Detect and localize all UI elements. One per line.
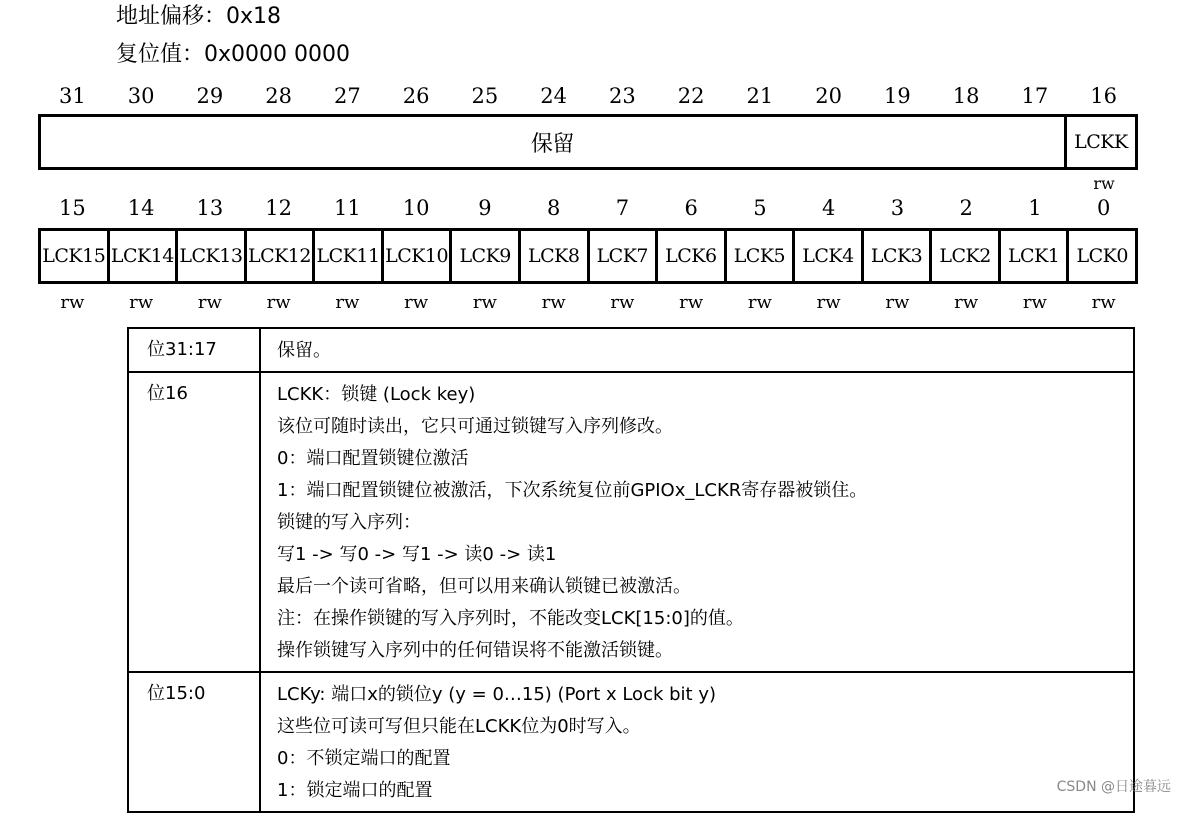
- table-row: [128, 672, 1134, 812]
- bit-description: [260, 372, 1134, 672]
- lck6-field: LCK6: [655, 231, 724, 281]
- bit-number: 24: [540, 84, 567, 108]
- access-type: rw: [885, 292, 910, 313]
- access-type: rw: [335, 292, 360, 313]
- lck4-field: LCK4: [792, 231, 861, 281]
- description-line: 最后一个读可省略，但可以用来确认锁键已被激活。: [277, 576, 691, 597]
- bit-description: [260, 672, 1134, 812]
- lck9-field: LCK9: [449, 231, 518, 281]
- description-line: LCKy: 端口x的锁位y (y = 0…15) (Port x Lock bit y): [277, 684, 716, 705]
- bit-range: 位15:0: [128, 672, 260, 812]
- bit-number: 6: [684, 196, 698, 220]
- access-type: rw: [679, 292, 704, 313]
- bit-number: 18: [952, 84, 980, 108]
- bit-number: 2: [959, 196, 973, 220]
- bit-number: 16: [1090, 84, 1117, 108]
- address-offset: 地址偏移：0x18: [116, 4, 282, 29]
- bit-number: 14: [127, 196, 155, 220]
- lck5-field: LCK5: [724, 231, 793, 281]
- access-type: rw: [541, 292, 566, 313]
- access-type: rw: [197, 292, 222, 313]
- bit-number: 7: [615, 196, 630, 220]
- lck3-field: LCK3: [861, 231, 930, 281]
- bit-number: 1: [1028, 196, 1042, 220]
- lck8-field: LCK8: [518, 231, 587, 281]
- bit-number: 26: [402, 84, 430, 108]
- bit-number: 29: [196, 84, 224, 108]
- access-type: rw: [266, 292, 291, 313]
- bit-number: 27: [334, 84, 361, 108]
- bit-range: 位31:17: [128, 328, 260, 372]
- reserved-field: 保留: [530, 131, 574, 157]
- watermark: CSDN @日途暮远: [1056, 779, 1171, 795]
- access-type: rw: [816, 292, 841, 313]
- bit-number: 21: [746, 84, 774, 108]
- description-line: 1：端口配置锁键位被激活，下次系统复位前GPIOx_LCKR寄存器被锁住。: [277, 480, 868, 501]
- register-high-row: [38, 114, 1138, 170]
- lck14-field: LCK14: [107, 231, 176, 281]
- description-line: 1：锁定端口的配置: [277, 780, 433, 801]
- description-line: 0：端口配置锁键位激活: [277, 448, 469, 469]
- description-line: 写1 -> 写0 -> 写1 -> 读0 -> 读1: [277, 544, 557, 565]
- low-access-row: [38, 292, 1138, 313]
- access-type: rw: [747, 292, 772, 313]
- description-line: 该位可随时读出，它只可通过锁键写入序列修改。: [277, 416, 673, 437]
- description-line: 0：不锁定端口的配置: [277, 748, 451, 769]
- description-line: 操作锁键写入序列中的任何错误将不能激活锁键。: [277, 640, 673, 661]
- bit-range: 位16: [128, 372, 260, 672]
- bit-number: 19: [884, 84, 911, 108]
- bit-number: 17: [1021, 84, 1049, 108]
- high-bit-numbers: [38, 84, 1138, 108]
- bit-number: 23: [609, 84, 636, 108]
- lck7-field: LCK7: [587, 231, 656, 281]
- access-type: rw: [954, 292, 979, 313]
- lckk-field: LCKK: [1064, 117, 1135, 167]
- bit-number: 30: [127, 84, 155, 108]
- description-line: LCKK：锁键 (Lock key): [277, 384, 476, 405]
- reset-value: 复位值：0x0000 0000: [116, 42, 350, 67]
- lck15-field: LCK15: [42, 245, 106, 267]
- table-row: [128, 372, 1134, 672]
- bit-number: 8: [546, 196, 561, 220]
- description-line: 保留。: [277, 340, 331, 361]
- lck13-field: LCK13: [175, 231, 244, 281]
- lck11-field: LCK11: [312, 231, 381, 281]
- table-row: [128, 328, 1134, 372]
- bit-number: 5: [753, 196, 767, 220]
- bit-number: 3: [890, 196, 905, 220]
- bit-number: 28: [265, 84, 292, 108]
- lckk-access: rw: [1093, 174, 1115, 193]
- bit-number: 0: [1096, 196, 1111, 220]
- bit-number: 31: [59, 84, 86, 108]
- access-type: rw: [610, 292, 635, 313]
- lck1-field: LCK1: [998, 231, 1067, 281]
- description-line: 这些位可读可写但只能在LCKK位为0时写入。: [277, 716, 641, 737]
- access-type: rw: [472, 292, 497, 313]
- bit-number: 13: [196, 196, 224, 220]
- bit-number: 4: [821, 196, 836, 220]
- bit-number: 25: [471, 84, 499, 108]
- bit-description-table: [127, 327, 1135, 813]
- bit-number: 10: [402, 196, 430, 220]
- access-type: rw: [1022, 292, 1047, 313]
- access-type: rw: [404, 292, 429, 313]
- bit-number: 11: [334, 196, 361, 220]
- bit-description: [260, 328, 1134, 372]
- lck0-field: LCK0: [1066, 231, 1135, 281]
- description-line: 锁键的写入序列：: [277, 512, 421, 533]
- bit-number: 22: [677, 84, 705, 108]
- bit-number: 15: [59, 196, 86, 220]
- description-line: 注：在操作锁键的写入序列时，不能改变LCK[15:0]的值。: [277, 608, 744, 629]
- bit-number: 9: [478, 196, 492, 220]
- lck12-field: LCK12: [244, 231, 313, 281]
- lck10-field: LCK10: [381, 231, 450, 281]
- bit-number: 20: [815, 84, 842, 108]
- bit-number: 12: [265, 196, 292, 220]
- access-type: rw: [1091, 292, 1116, 313]
- low-bit-numbers: [38, 196, 1138, 220]
- access-type: rw: [60, 292, 85, 313]
- access-type: rw: [129, 292, 154, 313]
- lck2-field: LCK2: [929, 231, 998, 281]
- register-low-row: [38, 228, 1138, 284]
